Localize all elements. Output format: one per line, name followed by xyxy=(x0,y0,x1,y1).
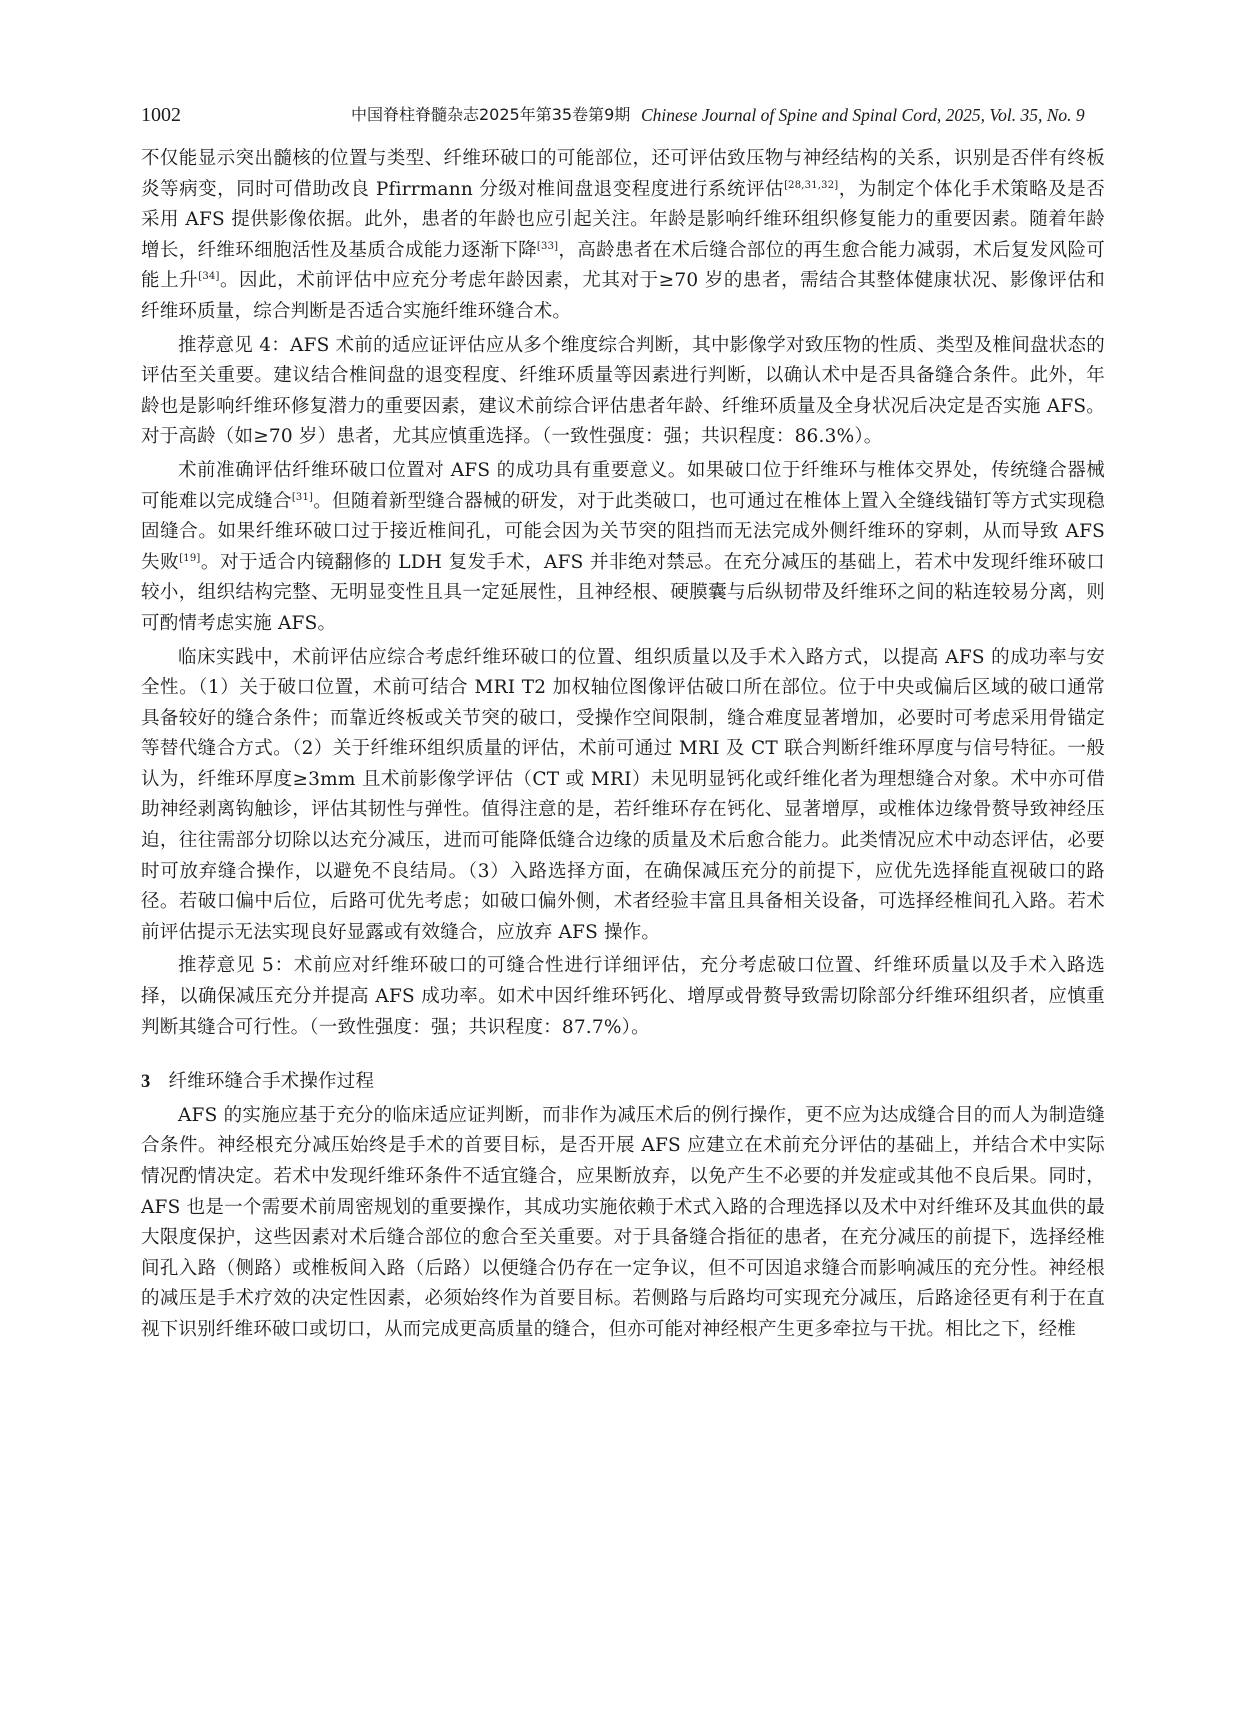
paragraph-4: 临床实践中，术前评估应综合考虑纤维环破口的位置、组织质量以及手术入路方式，以提高 AFS 的成功率与安全性。（1）关于破口位置，术前可结合 MRI T2 加权轴位图像评估破口所在部位。位于中央或偏后区域的破口通常具备较好的缝合条件；而靠近终板或关节突的破口，受操作空间限制，缝合难度显著增加，必要时可考虑采用骨锚定等替代缝合方式。（2）关于纤维环组织质量的评估，术前可通过 MRI 及 CT 联合判断纤维环厚度与信号特征。一般认为，纤维环厚度≥3mm 且术前影像学评估（CT 或 MRI）未见明显钙化或纤维化者为理想缝合对象。术中亦可借助神经剥离钩触诊，评估其韧性与弹性。值得注意的是，若纤维环存在钙化、显著增厚，或椎体边缘骨赘导致神经压迫，往往需部分切除以达充分减压，进而可能降低缝合边缘的质量及术后愈合能力。此类情况应术中动态评估，必要时可放弃缝合操作，以避免不良结局。（3）入路选择方面，在确保减压充分的前提下，应优先选择能直视破口的路径。若破口偏中后位，后路可优先考虑；如破口偏外侧，术者经验丰富且具备相关设备，可选择经椎间孔入路。若术前评估提示无法实现良好显露或有效缝合，应放弃 AFS 操作。 xyxy=(141,646,1105,943)
text-segment: 。但随着新型缝合器械的研发，对于此类破口，也可通过在椎体上置入全缝线锚钉等方式实现稳固缝合。如果纤维环破口过于接近椎间孔，可能会因为关节突的阻挡而无法完成外侧纤维环的穿刺，从而导致 AFS 失败 xyxy=(141,490,1105,573)
text-segment: 。因此，术前评估中应充分考虑年龄因素，尤其对于≥70 岁的患者，需结合其整体健康状况、影像评估和纤维环质量，综合判断是否适合实施纤维环缝合术。 xyxy=(141,270,1105,322)
section-heading xyxy=(141,1067,1105,1098)
text-segment: 。对于适合内镜翻修的 LDH 复发手术，AFS 并非绝对禁忌。在充分减压的基础上，若术中发现纤维环破口较小，组织结构完整、无明显变性且具一定延展性，且神经根、硬膜囊与后纵韧带及纤维环之间的粘连较易分离，则可酌情考虑实施 AFS。 xyxy=(141,551,1106,634)
article-body xyxy=(141,144,1105,1349)
text-segment: ，高龄患者在术后缝合部位的再生愈合能力减弱，术后复发风险可能上升 xyxy=(141,239,1105,292)
citation: [31] xyxy=(291,491,314,503)
section-title: 纤维环缝合手术操作过程 xyxy=(168,1071,375,1093)
text-segment: ，为制定个体化手术策略及是否采用 AFS 提供影像依据。此外，患者的年龄也应引起关注。年龄是影响纤维环组织修复能力的重要因素。随着年龄增长，纤维环细胞活性及基质合成能力逐渐下降 xyxy=(141,178,1105,261)
section-number: 3 xyxy=(141,1072,151,1093)
paragraph-6: AFS 的实施应基于充分的临床适应证判断，而非作为减压术后的例行操作，更不应为达成缝合目的而人为制造缝合条件。神经根充分减压始终是手术的首要目标，是否开展 AFS 应建立在术前充分评估的基础上，并结合术中实际情况酌情决定。若术中发现纤维环条件不适宜缝合，应果断放弃，以免产生不必要的并发症或其他不良后果。同时，AFS 也是一个需要术前周密规划的重要操作，其成功实施依赖于术式入路的合理选择以及术中对纤维环及其血供的最大限度保护，这些因素对术后缝合部位的愈合至关重要。对于具备缝合指征的患者，在充分减压的前提下，选择经椎间孔入路（侧路）或椎板间入路（后路）以便缝合仍存在一定争议，但不可因追求缝合而影响减压的充分性。神经根的减压是手术疗效的决定性因素，必须始终作为首要目标。若侧路与后路均可实现充分减压，后路途径更有利于在直视下识别纤维环破口或切口，从而完成更高质量的缝合，但亦可能对神经根产生更多牵拉与干扰。相比之下，经椎 xyxy=(141,1104,1105,1340)
recommendation-4: 推荐意见 4：AFS 术前的适应证评估应从多个维度综合判断，其中影像学对致压物的性质、类型及椎间盘状态的评估至关重要。建议结合椎间盘的退变程度、纤维环质量等因素进行判断，以确认术中是否具备缝合条件。此外，年龄也是影响纤维环修复潜力的重要因素，建议术前综合评估患者年龄、纤维环质量及全身状况后决定是否实施 AFS。对于高龄（如≥70 岁）患者，尤其应慎重选择。（一致性强度：强；共识程度：86.3%）。 xyxy=(141,334,1105,448)
citation: [19] xyxy=(179,552,201,564)
recommendation-5: 推荐意见 5：术前应对纤维环破口的可缝合性进行详细评估，充分考虑破口位置、纤维环质量以及手术入路选择，以确保减压充分并提高 AFS 成功率。如术中因纤维环钙化、增厚或骨赘导致需切除部分纤维环组织者，应慎重判断其缝合可行性。（一致性强度：强；共识程度：87.7%）。 xyxy=(141,955,1105,1038)
citation: [34] xyxy=(198,271,220,283)
journal-title-cn: 中国脊柱脊髓杂志2025年第35卷第9期 xyxy=(351,105,631,124)
paragraph-3 xyxy=(141,456,1105,640)
citation: [28,31,32] xyxy=(784,179,839,191)
paragraph-1 xyxy=(141,144,1105,328)
text-segment: 不仅能显示突出髓核的位置与类型、纤维环破口的可能部位，还可评估致压物与神经结构的关系，识别是否伴有终板炎等病变，同时可借助改良 Pfirrmann 分级对椎间盘退变程度进行系统评估 xyxy=(141,148,1105,200)
citation: [33] xyxy=(536,240,559,252)
page-number: 1002 xyxy=(141,104,181,126)
journal-title-en: Chinese Journal of Spine and Spinal Cord, 2025, Vol. 35, No. 9 xyxy=(641,105,1085,125)
running-header xyxy=(141,100,1101,130)
text-segment: 术前准确评估纤维环破口位置对 AFS 的成功具有重要意义。如果破口位于纤维环与椎体交界处，传统缝合器械可能难以完成缝合 xyxy=(141,459,1105,512)
